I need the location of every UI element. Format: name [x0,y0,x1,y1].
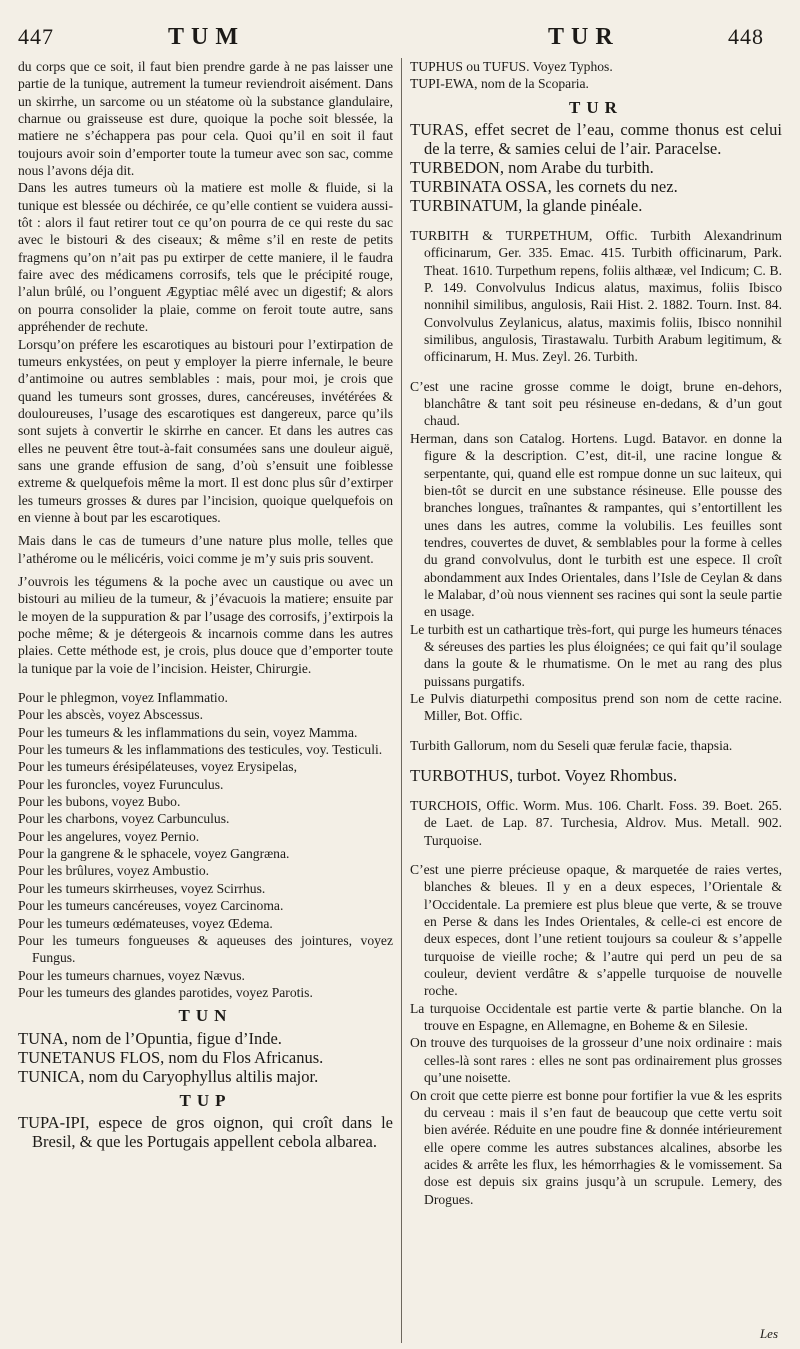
paragraph: Le turbith est un cathartique très-fort, qui purge les humeurs ténaces & séreuses des parties les plus éloignées; ce qui fait qu’il soulage dans la goute & le rhumatisme. On le met au rang des plus puissans purgatifs. [410,621,782,689]
list-item: Pour la gangrene & le sphacele, voyez Gangræna. [18,846,290,862]
dictionary-entry: TUPHUS ou TUFUS. Voyez Typhos. [410,59,613,74]
paragraph: Lorsqu’on préfere les escarotiques au bistouri pour l’extirpation de tumeurs enkystées, on peut y employer la pierre infernale, le beure d’antimoine ou autres semblables : mais, pour moi, je crois que quand les tumeurs sont grosses, dures, cancéreuses, invétérées & douloureuses, l’usage des escarotiques est dangereux, parce qu’ils sont sujets à convertir le skirrhe en cancer. Et dans les autres cas elles ne peuvent être tout-à-fait consumées sans une douleur aiguë, sans une grande effusion de sang, d’où s’ensuit une foiblesse extreme & quelquefois même la mort. Il est donc plus sûr d’extirper les tumeurs grosses & dures par l’incision, quoique quelquefois on en vienne à bout par les escarotiques. [18,336,393,525]
list-item: Pour les tumeurs des glandes parotides, voyez Parotis. [18,984,313,1000]
paragraph: On trouve des turquoises de la grosseur d’une noix ordinaire : mais celles-là sont rares : elles ne sont pas ordinairement plus grosses qu’une noisette. [410,1035,782,1086]
list-item: Pour les furoncles, voyez Furunculus. [18,776,224,792]
cross-reference-list [18,689,393,1001]
paragraph: Mais dans le cas de tumeurs d’une nature plus molle, telles que l’athérome ou le mélicéris, voici comme je m’y suis pris souvent. [18,533,393,566]
list-item: Pour les charbons, voyez Carbunculus. [18,811,230,827]
paragraph: J’ouvrois les tégumens & la poche avec un caustique ou avec un bistouri au milieu de la tumeur, & j’évacuois la matiere; ensuite par le moyen de la suppuration & par l’usage des corrosifs, j’extirpois la poche même; & je détergeois & incarnois comme dans les autres plaies. Cette méthode est, je crois, plus douce que d’emporter toute la tunique par la voie de l’incision. Heister, Chirurgie. [18,573,393,676]
list-item: Pour les tumeurs & les inflammations du sein, voyez Mamma. [18,724,358,740]
list-item: Pour les tumeurs charnues, voyez Nævus. [18,967,245,983]
left-running-title: TUM [168,24,245,50]
dictionary-entry: TUPA-IPI, espece de gros oignon, qui croît dans le Bresil, & que les Portugais appellent cebola albarea. [18,1112,393,1151]
catchword: Les [759,1326,778,1341]
paragraph: Dans les autres tumeurs où la matiere est molle & fluide, si la tunique est blessée ou déchirée, ce qu’elle contient se vuidera aussi-tôt : alors il faut retirer tout ce qu’on pourra de ce qui reste du sac avec le bistouri & des ciseaux; & même s’il en reste de petits fragmens qu’on n’ait pas pu extirper de cette maniere, il le faudra faire avec des médicamens corrosifs, tels que le précipité rouge, l’alun brûlé, ou l’onguent Ægyptiac mêlé avec un digestif; & alors on pourra consolider la plaie, comme on feroit toute autre, sans appréhender de rechute. [18,180,393,335]
right-page-number: 448 [728,24,764,49]
right-column [410,58,782,1328]
dictionary-entry: TUPI-EWA, nom de la Scoparia. [410,76,589,92]
dictionary-entry: TURAS, effet secret de l’eau, comme thonus est celui de la terre, & samies celui de l’air. Paracelse. [410,120,782,159]
list-item: Pour les bubons, voyez Bubo. [18,794,181,810]
list-item: Pour les tumeurs œdémateuses, voyez Œdema. [18,915,273,931]
paragraph: du corps que ce soit, il faut bien prendre garde à ne pas laisser une partie de la tunique, autrement la tumeur reviendroit aisément. Dans un skirrhe, un sarcome ou un stéatome où la substance glandulaire, charnue ou graisseuse est dure, quoique la poche soit blessée, la matiere ne s’échappera pas pour cela. Quoi qu’il en soit il faut toujours avoir soin d’emporter toute la tumeur avec son sac, comme nous l’avons déja dit. [18,59,393,179]
dictionary-entry: TURBINATUM, la glande pinéale. [410,196,643,216]
list-item: Pour les tumeurs skirrheuses, voyez Scirrhus. [18,880,266,896]
dictionary-entry: TUNETANUS FLOS, nom du Flos Africanus. [18,1047,324,1067]
paragraph: Herman, dans son Catalog. Hortens. Lugd. Batavor. en donne la figure & la description. C’est, dit-il, une racine longue & serpentante, qui, quand elle est rompue donne un suc laiteux, qui bien-tôt se durcit en une substance résineuse. Elle pousse des branches longues, traînantes & rampantes, qui s’entortillent les unes dans les autres, comme la volubilis. Les feuilles sont tendres, couvertes de duvet, & semblables pour la forme à celles du grand convolvulus, dont le turbith est une espece. Il croît abondamment aux Indes Orientales, dans l’Isle de Ceylan & dans le Malabar, d’où nous viennent ses racines qui sont la seule partie en usage. [410,430,782,620]
list-item: Pour les tumeurs & les inflammations des testicules, voy. Testiculi. [18,742,383,758]
dictionary-entry: TUNA, nom de l’Opuntia, figue d’Inde. [18,1028,282,1048]
right-running-title: TUR [548,24,620,50]
dictionary-entry: TURBINATA OSSA, les cornets du nez. [410,177,678,197]
paragraph: On croit que cette pierre est bonne pour fortifier la vue & les esprits du cerveau : mais il s’en faut de beaucoup que cette vertu soit bien avérée. Réduite en une poudre fine & donnée intérieurement elle opere comme les autres substances alcalines, absorbe les acides & arrête les flux, les hémorrhagies & le vomissement. Sa dose est depuis six grains jusqu’à un scrupule. Lemery, des Drogues. [410,1087,782,1207]
dictionary-entry: TURBITH & TURPETHUM, Offic. Turbith Alexandrinum officinarum, Ger. 335. Emac. 415. Turbith officinarum, Park. Theat. 1610. Turpethum repens, foliis althææ, vel Indicum; C. B. P. 149. Convolvulus Indicus alatus, maximus, foliis Ibisco nonnihil similibus, angulosis, Raii Hist. 2. 1882. Tourn. Inst. 84. Convolvulus Zeylanicus, alatus, maximis foliis, Ibisco nonnihil similibus, angulosis, Tirastawalu. Turbith Arabum legitimum, & officinarum, H. Mus. Zeyl. 26. Turbith. [410,228,782,365]
dictionary-entry: TURBOTHUS, turbot. Voyez Rhombus. [410,766,678,785]
dictionary-entry: TUNICA, nom du Caryophyllus altilis major. [18,1066,319,1086]
section-heading-tur: TUR [569,97,623,117]
column-divider [401,58,402,1343]
dictionary-entry: Turbith Gallorum, nom du Seseli quæ ferulæ facie, thapsia. [410,737,733,753]
section-heading-tup: TUP [179,1090,232,1110]
section-heading-tun: TUN [178,1006,233,1026]
list-item: Pour les tumeurs érésipélateuses, voyez Erysipelas, [18,759,297,775]
paragraph: La turquoise Occidentale est partie verte & partie blanche. On la trouve en Espagne, en Allemagne, en Boheme & en Silesie. [410,1000,782,1034]
dictionary-entry: TURBEDON, nom Arabe du turbith. [410,158,654,178]
list-item: Pour les tumeurs cancéreuses, voyez Carcinoma. [18,898,284,914]
list-item: Pour les brûlures, voyez Ambustio. [18,863,210,879]
paragraph: C’est une racine grosse comme le doigt, brune en-dehors, blanchâtre & tant soit peu résineuse en-dedans, & d’un gout chaud. [410,378,782,429]
dictionary-entry: TURCHOIS, Offic. Worm. Mus. 106. Charlt. Foss. 39. Boet. 265. de Laet. de Lap. 87. Turchesia, Aldrov. Mus. Metall. 902. Turquoise. [410,798,782,848]
paragraph: C’est une pierre précieuse opaque, & marquetée de raies vertes, blanches & bleues. Il y en a deux especes, l’Orientale & l’Occidentale. La premiere est plus bleue que verte, & se trouve en Perse & dans les Indes Orientales, & celle-ci est encore de deux especes, dont l’une retient toujours sa couleur & s’appelle turquoise de vieille roche; & l’autre qui perd un peu de sa couleur, devient verdâtre & s’appelle turquoise de nouvelle roche. [410,862,782,999]
paragraph: Le Pulvis diaturpethi compositus prend son nom de cette racine. Miller, Bot. Offic. [410,690,782,724]
list-item: Pour les angelures, voyez Pernio. [18,828,200,844]
list-item: Pour le phlegmon, voyez Inflammatio. [18,690,228,706]
list-item: Pour les abscès, voyez Abscessus. [18,707,203,723]
left-column [18,58,393,1343]
left-page-number: 447 [18,24,54,49]
list-item: Pour les tumeurs fongueuses & aqueuses des jointures, voyez Fungus. [18,932,393,966]
